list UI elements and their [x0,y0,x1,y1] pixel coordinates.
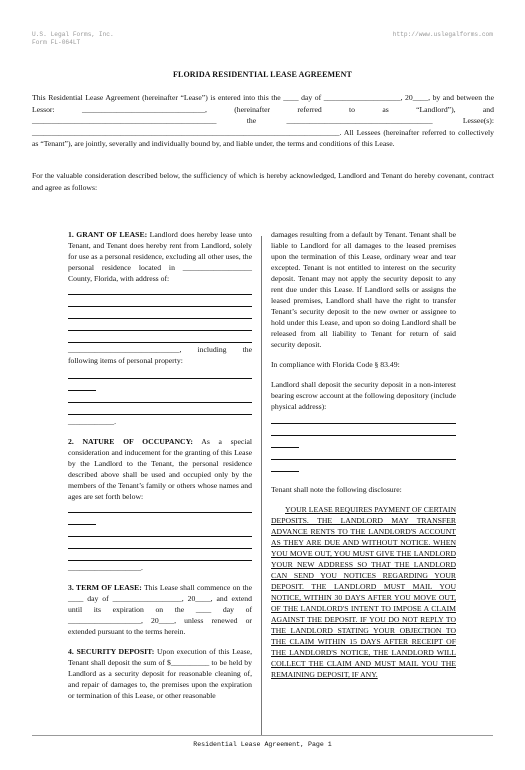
security-deposit-continued: damages resulting from a default by Tenant. Tenant shall be liable to Landlord for all damages to the leased premises upon the termination of this Lease, ordinary wear and tear excepted. Tenant is not entitled to interest on the security deposit. Tenant may not apply the security deposit to any rent due under this Lease. If Landlord sells or assigns the leased premises, Landlord shall have the right to transfer Tenant’s security deposit to the new owner or assignee to hold under this Lease, and upon so doing Landlord shall be released from all liability to Tenant for return of said security deposit. [271,230,456,349]
header-url[interactable]: http://www.uslegalforms.com [392,31,493,38]
address-line[interactable] [68,320,252,331]
intro-section [32,92,494,150]
section-3-heading: 3. TERM OF LEASE: [68,583,142,592]
page-footer: Residential Lease Agreement, Page 1 [193,741,332,748]
section-1-heading: 1. GRANT OF LEASE: [68,230,148,239]
section-1-body: Landlord does hereby lease unto Tenant, and Tenant does hereby rent from Landlord, solely for use as a personal residence, excluding all other uses, the personal residence located in __________________ County, Florida, with address of: [68,230,252,283]
address-line[interactable] [68,296,252,307]
section-2-end: ___________________. [68,563,143,572]
page-title: FLORIDA RESIDENTIAL LEASE AGREEMENT [173,70,352,79]
section-3-body: This Lease shall commence on the ____ day of __________________, 20____, and extend until its expiration on the ____ day of ___________________, 20____, unless renewed or extended pursuant to the terms herein. [68,583,252,636]
occupant-line[interactable] [68,502,252,513]
section-1-tail: _____________________________, including the following items of personal property: [68,345,252,365]
section-security-deposit [68,646,252,701]
section-4-heading: 4. SECURITY DEPOSIT: [68,647,155,656]
property-line[interactable] [68,380,96,391]
section-1-end: ____________. [68,417,117,426]
depository-line[interactable] [271,425,456,436]
depository-line[interactable] [271,413,456,424]
property-line[interactable] [68,392,252,403]
left-column [68,229,252,710]
intro-section-2 [32,170,494,193]
depository-line[interactable] [271,461,299,472]
form-number: Form FL-064LT [32,39,81,46]
disclosure-intro: Tenant shall note the following disclosure: [271,485,402,494]
company-name: U.S. Legal Forms, Inc. [32,31,114,38]
header-left [32,31,114,47]
intro-paragraph-2: For the valuable consideration described below, the sufficiency of which is hereby acknowledged, Landlord and Tenant do hereby covenant, contract and agree as follows: [32,171,494,192]
section-2-body: As a special consideration and inducement for the granting of this Lease by the Landlord to the Tenant, the personal residence described above shall be used and occupied only by the members of the Tenant’s family or others whose names and ages are set forth below: [68,437,252,501]
column-divider [261,236,262,736]
section-term-of-lease [68,582,252,637]
occupant-line[interactable] [68,514,96,525]
footer-divider [32,735,493,736]
address-line[interactable] [68,308,252,319]
florida-code-reference: In compliance with Florida Code § 83.49: [271,360,400,369]
escrow-instruction: Landlord shall deposit the security deposit in a non-interest bearing escrow account at the following depository (include physical address): [271,380,456,411]
section-2-heading: 2. NATURE OF OCCUPANCY: [68,437,193,446]
occupant-line[interactable] [68,550,252,561]
right-column [271,229,456,680]
property-line[interactable] [68,368,252,379]
property-line[interactable] [68,404,252,415]
section-grant-of-lease [68,229,252,427]
depository-line[interactable] [271,449,456,460]
section-4-body: Upon execution of this Lease, Tenant shall deposit the sum of $__________ to be held by Landlord as a security deposit for reasonable cleaning of, and repair of damages to, the premises upon the expiration or termination of this Lease, or other reasonable [68,647,252,700]
deposit-disclosure-notice: YOUR LEASE REQUIRES PAYMENT OF CERTAIN DEPOSITS. THE LANDLORD MAY TRANSFER ADVANCE RENTS TO THE LANDLORD'S ACCOUNT AS THEY ARE DUE AND WITHOUT NOTICE. WHEN YOU MOVE OUT, YOU MUST GIVE THE LANDLORD YOUR NEW ADDRESS SO THAT THE LANDLORD CAN SEND YOU NOTICES REGARDING YOUR DEPOSIT. THE LANDLORD MUST MAIL YOU NOTICE, WITHIN 30 DAYS AFTER YOU MOVE OUT, OF THE LANDLORD'S INTENT TO IMPOSE A CLAIM AGAINST THE DEPOSIT. IF YOU DO NOT REPLY TO THE LANDLORD STATING YOUR OBJECTION TO THE CLAIM WITHIN 15 DAYS AFTER RECEIPT OF THE LANDLORD'S NOTICE, THE LANDLORD WILL COLLECT THE CLAIM AND MUST MAIL YOU THE REMAINING DEPOSIT, IF ANY. [271,505,456,679]
address-line[interactable] [68,284,252,295]
occupant-line[interactable] [68,526,252,537]
depository-line[interactable] [271,437,299,448]
intro-paragraph-1: This Residential Lease Agreement (hereinafter “Lease”) is entered into this the ____ day of ____________________, 20____, by and between the Lessor: ________________________________, (hereinafter referred to as “Landlord”), and ________________________________________________ the ______________________________________ Lessee(s): ________________________________________________________________________________. All Lessees (hereinafter referred to collectively as “Tenant”), are jointly, severally and individually bound by, and liable under, the terms and conditions of this Lease. [32,93,494,148]
section-nature-of-occupancy [68,436,252,573]
occupant-line[interactable] [68,538,252,549]
address-line[interactable] [68,332,252,343]
